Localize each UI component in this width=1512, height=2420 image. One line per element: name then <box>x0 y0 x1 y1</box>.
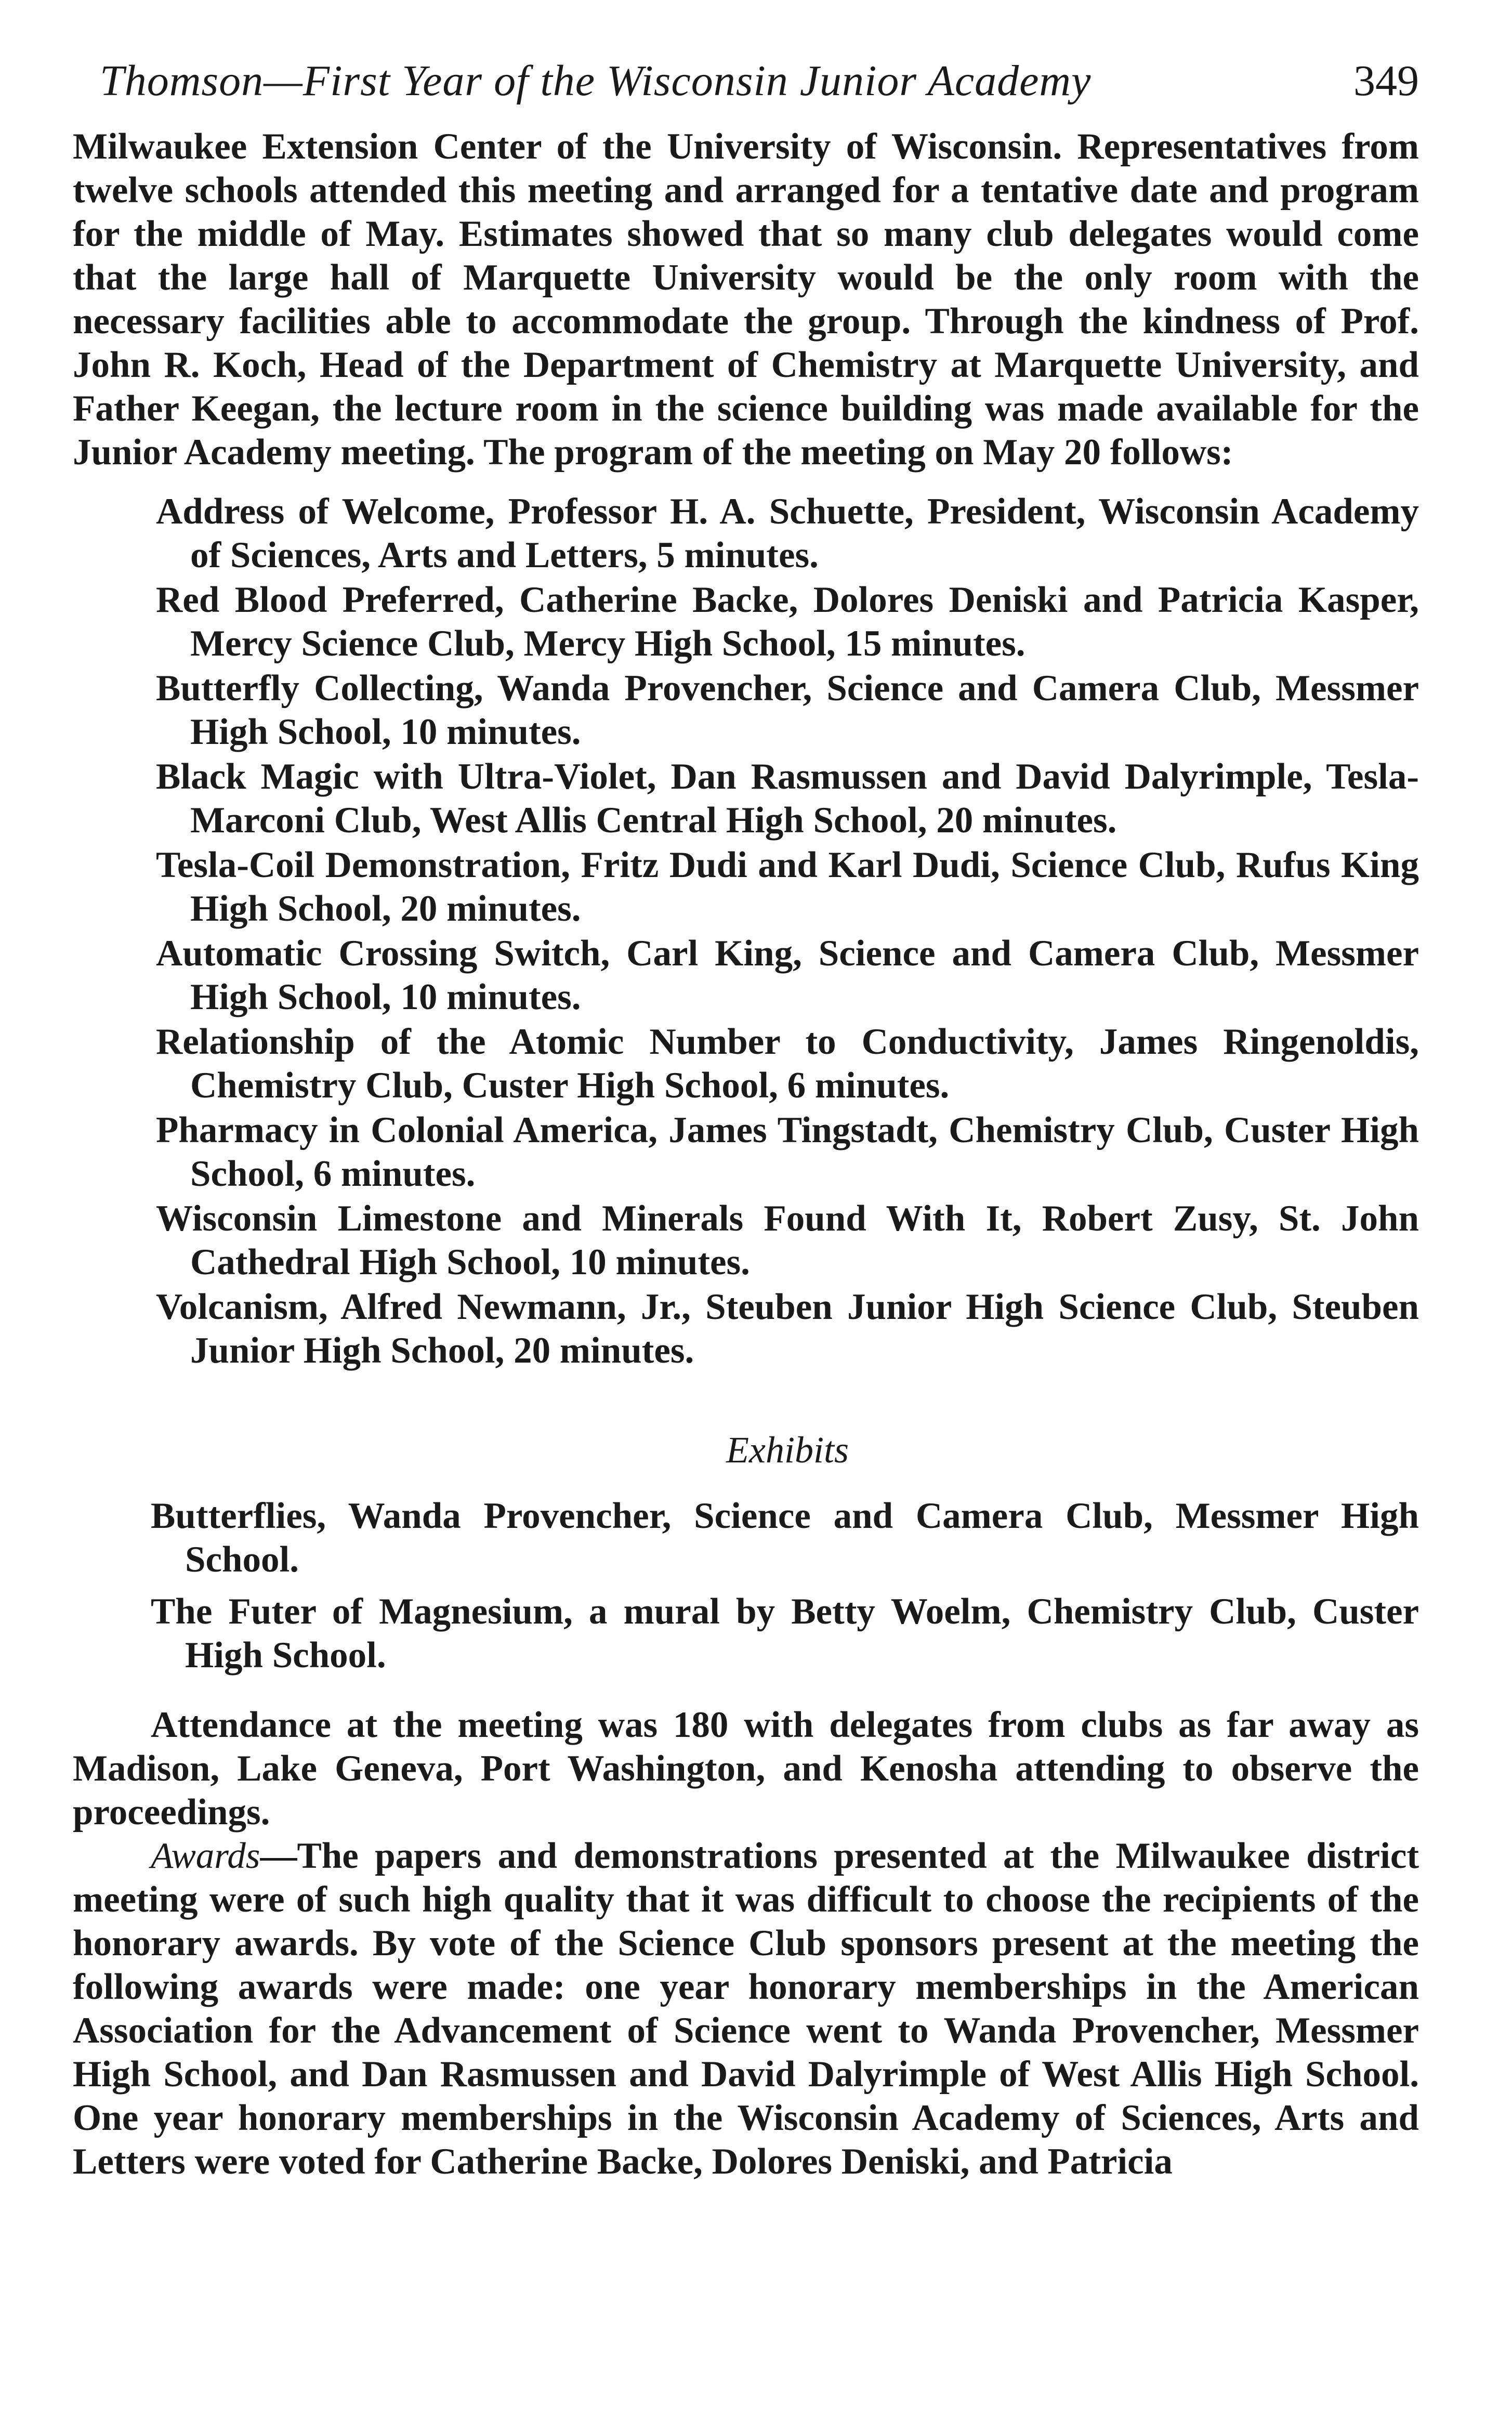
page-number: 349 <box>1353 57 1419 105</box>
awards-paragraph <box>73 1834 1419 2183</box>
program-item: Wisconsin Limestone and Minerals Found With It, Robert Zusy, St. John Cathedral High School, 10 minutes. <box>156 1198 1419 1283</box>
exhibits-list <box>73 1494 1419 1677</box>
program-list <box>73 490 1419 1372</box>
program-item: Volcanism, Alfred Newmann, Jr., Steuben Junior High Science Club, Steuben Junior High School, 20 minutes. <box>156 1287 1419 1371</box>
page <box>73 50 1419 2183</box>
program-item: Relationship of the Atomic Number to Conductivity, James Ringenoldis, Chemistry Club, Custer High School, 6 minutes. <box>156 1022 1419 1106</box>
exhibits-heading: Exhibits <box>726 1429 849 1471</box>
running-head <box>73 50 1419 112</box>
program-item: Black Magic with Ultra-Violet, Dan Rasmussen and David Dalyrimple, Tesla-Marconi Club, West Allis Central High School, 20 minutes. <box>156 756 1419 841</box>
program-item: Address of Welcome, Professor H. A. Schuette, President, Wisconsin Academy of Sciences, Arts and Letters, 5 minutes. <box>156 491 1419 575</box>
awards-label: Awards <box>151 1836 260 1876</box>
program-item: Red Blood Preferred, Catherine Backe, Dolores Deniski and Patricia Kasper, Mercy Science Club, Mercy High School, 15 minutes. <box>156 580 1419 664</box>
program-item: Tesla-Coil Demonstration, Fritz Dudi and Karl Dudi, Science Club, Rufus King High School, 20 minutes. <box>156 845 1419 929</box>
running-title: Thomson—First Year of the Wisconsin Junior Academy <box>100 57 1092 105</box>
attendance-paragraph: Attendance at the meeting was 180 with delegates from clubs as far away as Madison, Lake Geneva, Port Washington, and Kenosha attending to observe the proceedings. <box>73 1705 1419 1833</box>
intro-paragraph: Milwaukee Extension Center of the University of Wisconsin. Representatives from twelve schools attended this meeting and arranged for a tentative date and program for the middle of May. Estimates showed that so many club delegates would come that the large hall of Marquette University would be the only room with the necessary facilities able to accommodate the group. Through the kindness of Prof. John R. Koch, Head of the Department of Chemistry at Marquette University, and Father Keegan, the lecture room in the science building was made available for the Junior Academy meeting. The program of the meeting on May 20 follows: <box>73 126 1419 473</box>
awards-text: —The papers and demonstrations presented at the Milwaukee district meeting were of such high quality that it was difficult to choose the recipients of the honorary awards. By vote of the Science Club sponsors present at the meeting the following awards were made: one year honorary memberships in the American Association for the Advancement of Science went to Wanda Provencher, Messmer High School, and Dan Rasmussen and David Dalyrimple of West Allis High School. One year honorary memberships in the Wisconsin Academy of Sciences, Arts and Letters were voted for Catherine Backe, Dolores Deniski, and Patricia <box>73 1836 1419 2182</box>
exhibit-item: The Futer of Magnesium, a mural by Betty Woelm, Chemistry Club, Custer High School. <box>151 1591 1419 1676</box>
body-text <box>73 125 1419 2183</box>
program-item: Butterfly Collecting, Wanda Provencher, Science and Camera Club, Messmer High School, 10 minutes. <box>156 668 1419 752</box>
program-item: Automatic Crossing Switch, Carl King, Science and Camera Club, Messmer High School, 10 minutes. <box>156 933 1419 1017</box>
program-item: Pharmacy in Colonial America, James Tingstadt, Chemistry Club, Custer High School, 6 minutes. <box>156 1110 1419 1194</box>
exhibit-item: Butterflies, Wanda Provencher, Science and Camera Club, Messmer High School. <box>151 1496 1419 1580</box>
